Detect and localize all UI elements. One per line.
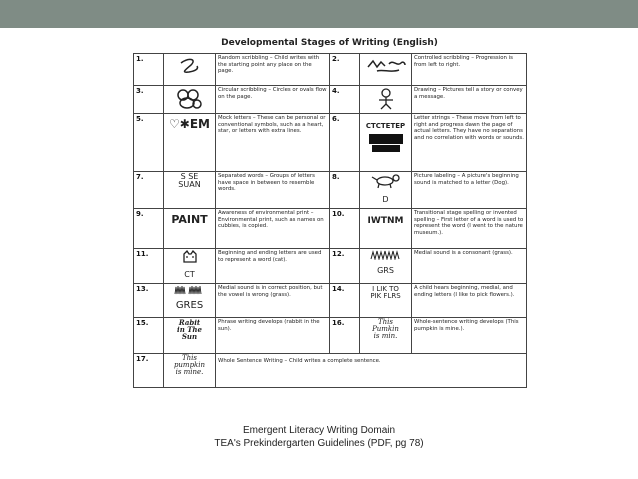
writing-sample xyxy=(360,86,412,114)
stage-description: Picture labeling – A picture's beginning sound is matched to a letter (Dog). xyxy=(412,172,527,209)
grass-vowel-icon xyxy=(173,285,207,295)
document-title: Developmental Stages of Writing (English) xyxy=(221,38,438,48)
stage-number: 4. xyxy=(330,86,360,114)
stage-description: A child hears beginning, medial, and ending letters (I like to pick flowers.). xyxy=(412,284,527,318)
rabbit-sun-icon: Rabit in The Sun xyxy=(177,318,202,341)
writing-sample xyxy=(164,354,216,388)
stage-number: 10. xyxy=(330,209,360,249)
table-row xyxy=(134,114,527,172)
stage-description: Beginning and ending letters are used to represent a word (cat). xyxy=(216,249,330,284)
stage-description: Circular scribbling – Circles or ovals flow on the page. xyxy=(216,86,330,114)
writing-sample xyxy=(164,172,216,209)
stage-description: Awareness of environmental print – Environmental print, such as names on cubbies, is copied. xyxy=(216,209,330,249)
stages-table xyxy=(133,53,527,388)
stage-number: 3. xyxy=(134,86,164,114)
stage-description: Whole-sentence writing develops (This pumpkin is mine.). xyxy=(412,318,527,354)
table-row xyxy=(134,354,527,388)
grass-consonant-icon xyxy=(369,250,403,260)
stage-number: 7. xyxy=(134,172,164,209)
stage-number: 13. xyxy=(134,284,164,318)
writing-sample xyxy=(360,318,412,354)
pumpkin-sentence-icon: This pumpkin is mine. xyxy=(173,354,206,376)
dog-drawing-icon xyxy=(369,173,403,189)
stage-description: Medial sound is a consonant (grass). xyxy=(412,249,527,284)
stage-number: 8. xyxy=(330,172,360,209)
stage-description: Random scribbling – Child writes with the starting point any place on the page. xyxy=(216,54,330,86)
writing-sample xyxy=(164,114,216,172)
stage-description: Letter strings – These move from left to right and progress dawn the page of actual letters. They have no separations and no correlation with words or sounds. xyxy=(412,114,527,172)
top-banner xyxy=(0,0,638,28)
stage-description: Medial sound is in correct position, but the vowel is wrong (grass). xyxy=(216,284,330,318)
pick-flowers-icon: I LIK TO PIK FLRS xyxy=(370,285,401,300)
writing-sample xyxy=(164,249,216,284)
pumpkin-phrase-icon: This Pumkin is min. xyxy=(372,318,399,340)
writing-stages-document xyxy=(133,35,526,413)
writing-sample xyxy=(164,54,216,86)
stage-description: Transitional stage spelling or invented spelling – First letter of a word is used to represent the word (I went to the nature museum.). xyxy=(412,209,527,249)
stage-number: 2. xyxy=(330,54,360,86)
stage-description: Controlled scribbling – Progression is from left to right. xyxy=(412,54,527,86)
table-row xyxy=(134,249,527,284)
random-scribble-icon xyxy=(175,55,205,77)
table-row xyxy=(134,209,527,249)
mock-letters-icon: ♡✱EM xyxy=(169,117,210,131)
writing-sample xyxy=(360,114,412,172)
table-row xyxy=(134,54,527,86)
stage-number: 11. xyxy=(134,249,164,284)
redacted-letters xyxy=(372,145,400,152)
writing-sample xyxy=(164,318,216,354)
letter-strings-icon: CTCTETEP xyxy=(365,122,406,130)
stage-description: Separated words – Groups of letters have space in between to resemble words. xyxy=(216,172,330,209)
environmental-print-icon: PAINT xyxy=(171,213,208,226)
redacted-letters xyxy=(369,134,403,144)
cat-letters: CT xyxy=(184,270,195,279)
table-row xyxy=(134,172,527,209)
writing-sample xyxy=(164,209,216,249)
stage-number: 17. xyxy=(134,354,164,388)
stage-description: Drawing – Pictures tell a story or convey a message. xyxy=(412,86,527,114)
dog-picture-label-icon: D xyxy=(382,195,389,204)
writing-sample xyxy=(360,284,412,318)
controlled-scribble-icon xyxy=(365,55,407,77)
writing-sample xyxy=(360,54,412,86)
separated-words-icon: S SE SUAN xyxy=(178,172,201,189)
circular-scribble-icon xyxy=(173,87,207,111)
stage-number: 12. xyxy=(330,249,360,284)
caption-line-1: Emergent Literacy Writing Domain xyxy=(242,425,396,436)
writing-sample xyxy=(164,86,216,114)
writing-sample xyxy=(164,284,216,318)
stick-figure-drawing-icon xyxy=(374,87,398,111)
stage-description: Whole Sentence Writing – Child writes a complete sentence. xyxy=(216,354,527,388)
grass-consonant-letters: GRS xyxy=(377,266,394,275)
writing-sample xyxy=(360,209,412,249)
stage-description: Phrase writing develops (rabbit in the sun). xyxy=(216,318,330,354)
caption-line-2: TEA's Prekindergarten Guidelines (PDF, pg 78) xyxy=(214,438,424,449)
stage-number: 16. xyxy=(330,318,360,354)
stage-number: 9. xyxy=(134,209,164,249)
stage-number: 5. xyxy=(134,114,164,172)
table-row xyxy=(134,86,527,114)
grass-vowel-letters: GRES xyxy=(175,300,204,311)
stage-number: 14. xyxy=(330,284,360,318)
stage-number: 1. xyxy=(134,54,164,86)
stage-description: Mock letters – These can be personal or conventional symbols, such as a heart, star, or letters with extra lines. xyxy=(216,114,330,172)
table-row xyxy=(134,284,527,318)
table-row xyxy=(134,318,527,354)
transitional-spelling-icon: IWTNM xyxy=(367,216,404,226)
writing-sample xyxy=(360,172,412,209)
stage-number: 6. xyxy=(330,114,360,172)
stage-number: 15. xyxy=(134,318,164,354)
cat-drawing-icon xyxy=(180,250,200,264)
writing-sample xyxy=(360,249,412,284)
